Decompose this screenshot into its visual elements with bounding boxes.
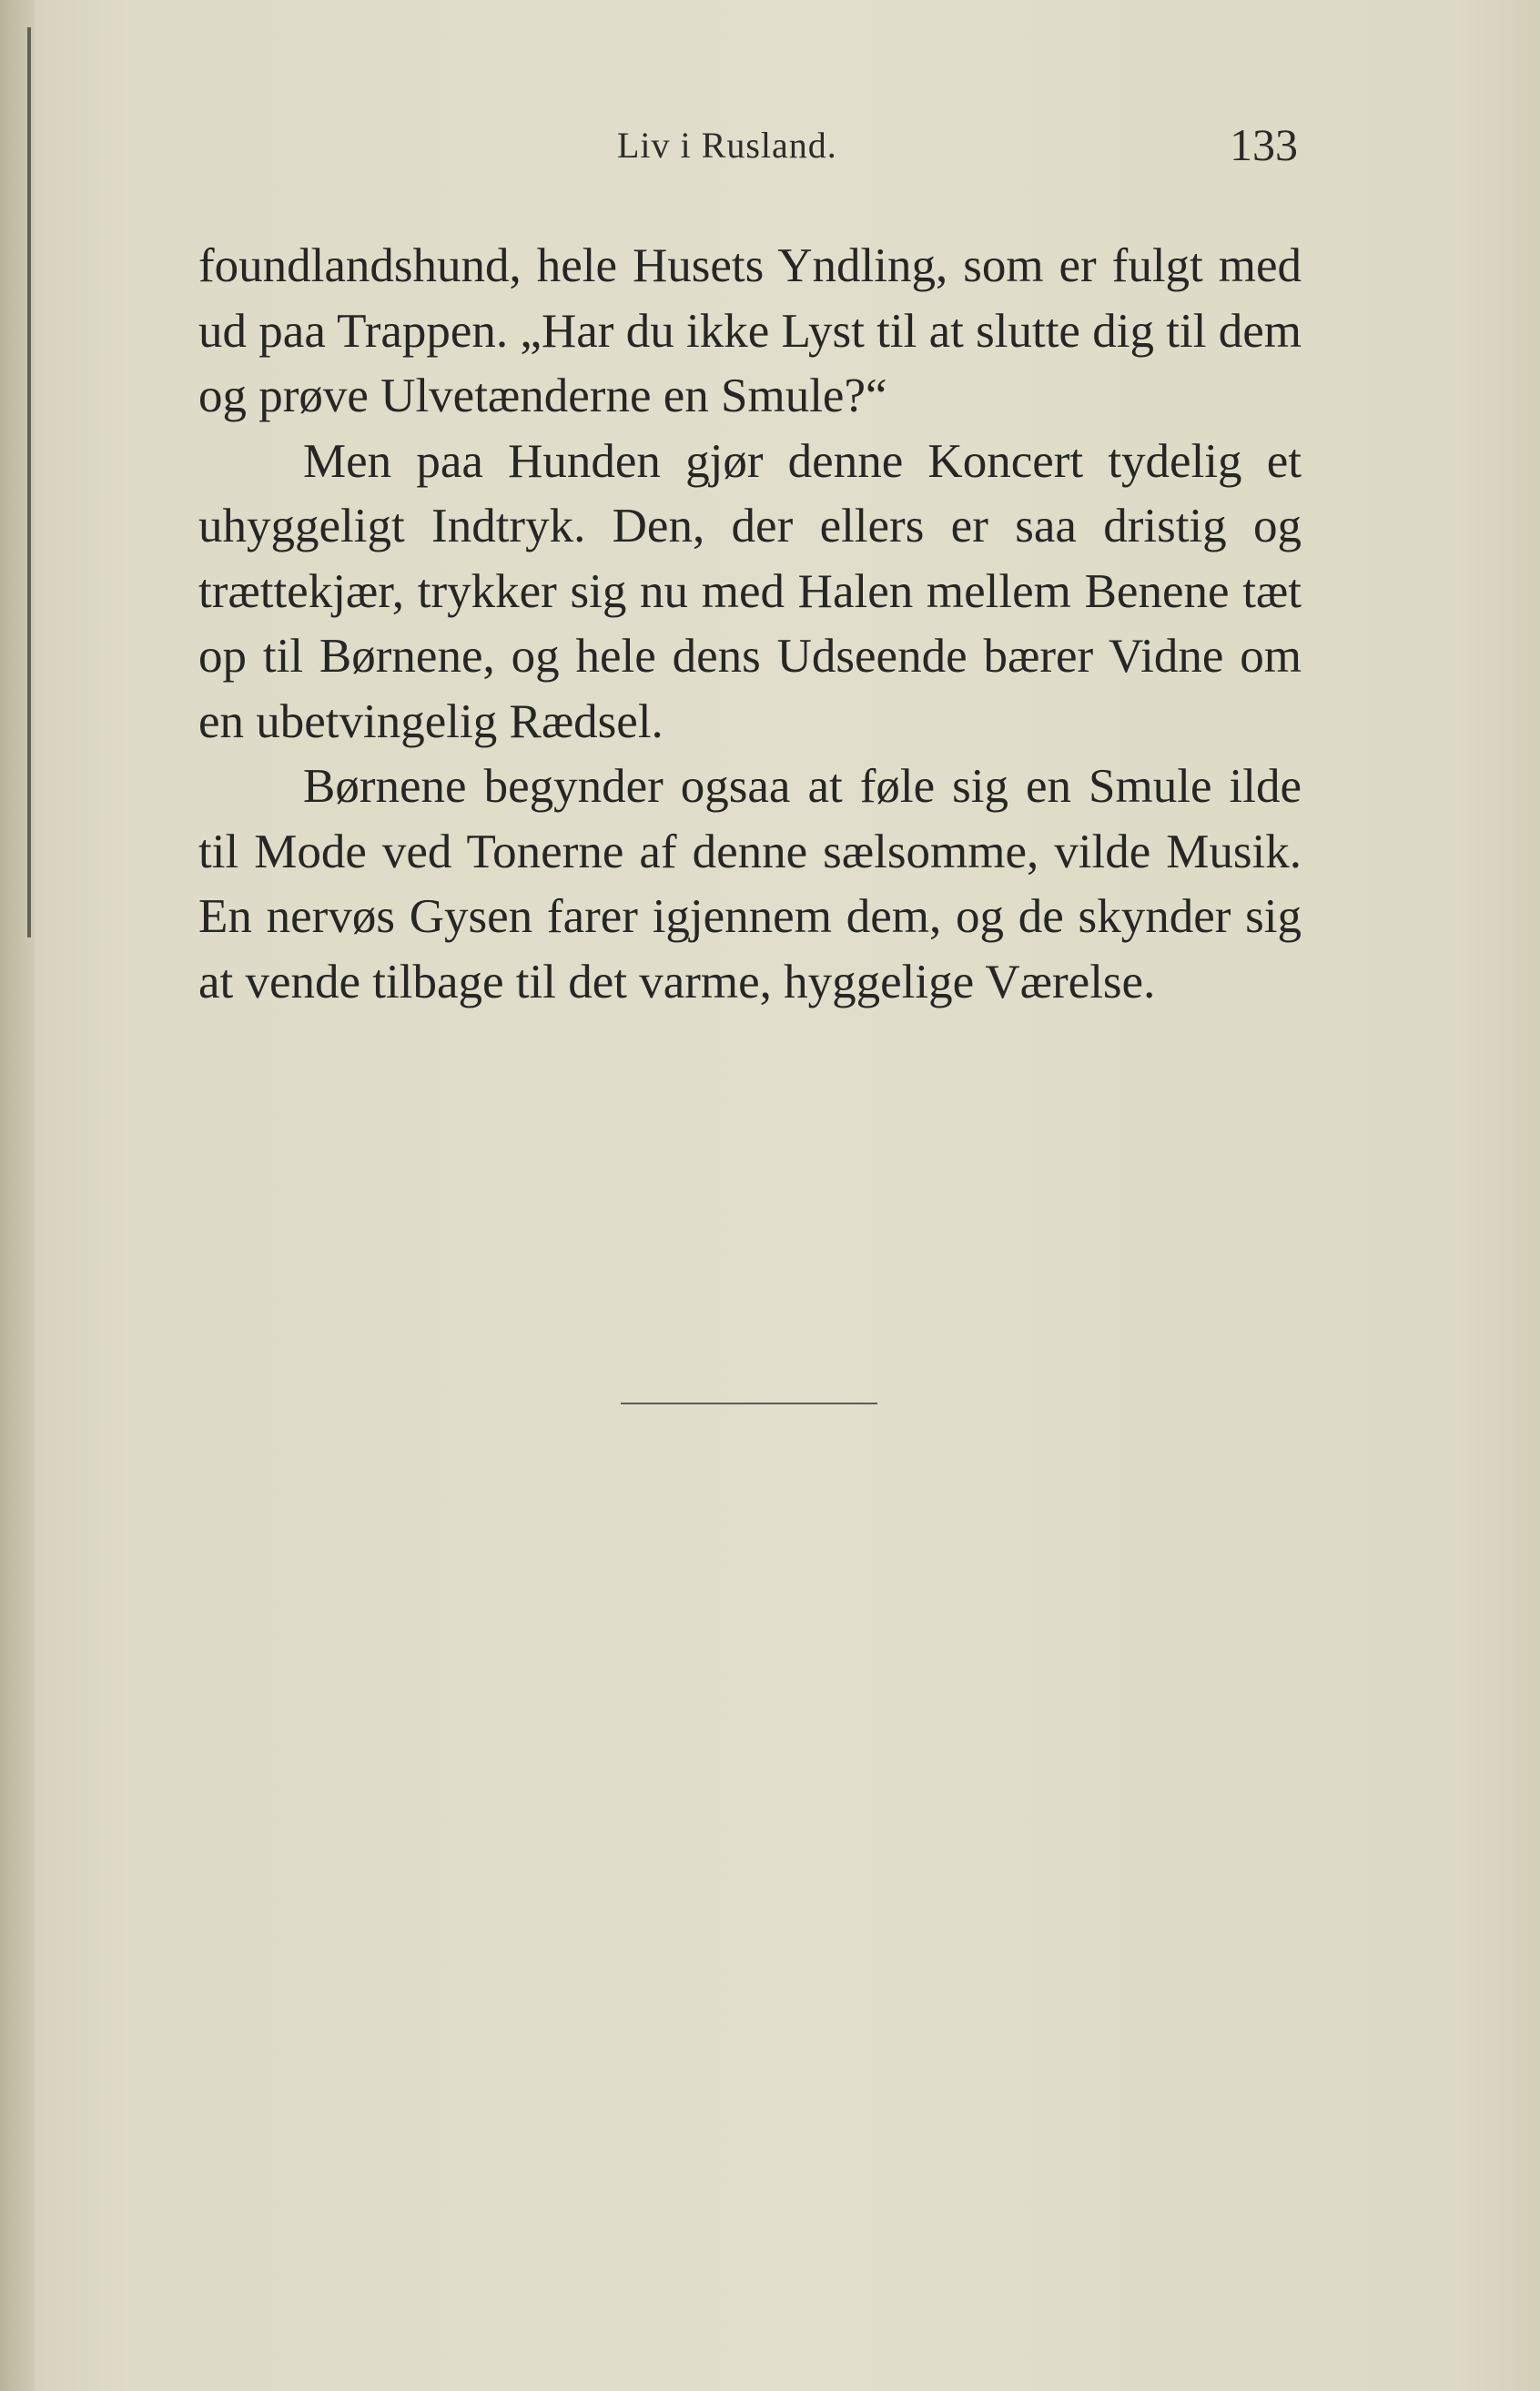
chapter-end-rule — [621, 1403, 877, 1404]
paragraph-3: Børnene begynder ogsaa at føle sig en Smule ilde til Mode ved Tonerne af denne sælsomme, vilde Musik. En nervøs Gysen farer igjennem dem, og de skynder sig at vende tilbage til det varme, hyggelige Værelse. — [198, 760, 1302, 1008]
spine-shadow-line — [27, 27, 31, 937]
paragraph-1: foundlandshund, hele Husets Yndling, som er fulgt med ud paa Trappen. „Har du ikke Lyst til at slutte dig til dem og prøve Ulvetænderne en Smule?“ — [198, 239, 1302, 422]
book-spine-edge — [0, 0, 35, 2391]
body-text — [198, 234, 1302, 1015]
running-title: Liv i Rusland. — [617, 125, 837, 166]
page-header — [198, 118, 1302, 182]
paragraph-2: Men paa Hunden gjør denne Koncert tydelig et uhyggeligt Indtryk. Den, der ellers er saa dristig og trættekjær, trykker sig nu med Halen mellem Benene tæt op til Børnene, og hele dens Udseende bærer Vidne om en ubetvingelig Rædsel. — [198, 434, 1302, 748]
page-number: 133 — [1230, 119, 1298, 170]
